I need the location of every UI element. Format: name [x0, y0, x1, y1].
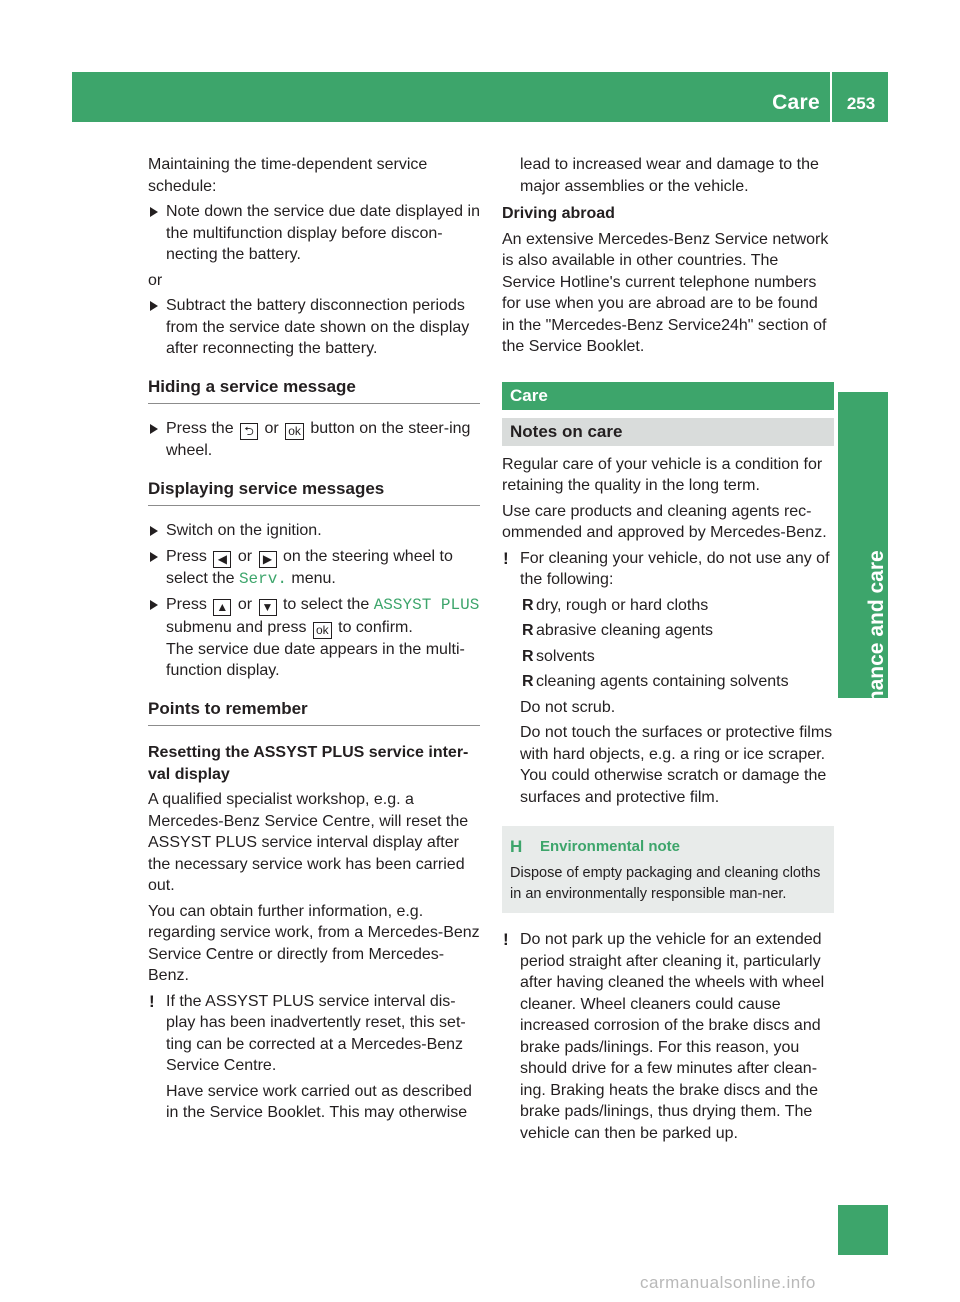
text: to confirm.: [338, 618, 413, 636]
step-text: Note down the service due date displayed in the multifunction display before discon-necting the battery.: [166, 203, 480, 263]
heading-points: Points to remember: [148, 698, 480, 727]
notes-paragraph-2: Use care products and cleaning agents rec-ommended and approved by Mercedes-Benz.: [502, 502, 827, 541]
warning-text-2: Have service work carried out as described in the Service Booklet. This may otherwise: [166, 1082, 472, 1121]
menu-assyst-plus: ASSYST PLUS: [373, 596, 480, 614]
continued-text: lead to increased wear and damage to the major assemblies or the vehicle.: [520, 156, 819, 195]
text: or: [237, 596, 253, 613]
header-bar: [72, 72, 888, 122]
heading-displaying: Displaying service messages: [148, 478, 480, 507]
step-note-date: [148, 201, 480, 266]
env-title: [510, 836, 826, 857]
bullet-icon: R: [522, 673, 534, 690]
warning-icon: !: [149, 991, 155, 1011]
env-text: Dispose of empty packaging and cleaning cloths in an environmentally responsible man-ner.: [510, 865, 821, 902]
up-key-icon: ▲: [213, 599, 231, 616]
warning-text: For cleaning your vehicle, do not use any of the following:: [520, 549, 830, 588]
environmental-note: [502, 826, 834, 913]
down-key-icon: ▼: [259, 599, 277, 616]
heading-abroad: Driving abroad: [502, 205, 615, 222]
text: or: [264, 420, 279, 437]
list-item: [502, 595, 834, 617]
warning-icon: !: [503, 930, 509, 949]
warning-cleaning: [502, 548, 834, 591]
or-text: or: [148, 271, 163, 289]
list-item: [502, 620, 834, 642]
menu-serv: Serv.: [238, 569, 287, 588]
leaf-icon: H: [510, 837, 523, 856]
right-key-icon: ▶: [259, 551, 277, 568]
step-text: Switch on the ignition.: [166, 522, 322, 539]
step-hide: [148, 418, 480, 462]
ok-key-icon: ok: [313, 622, 332, 639]
list-item-text: abrasive cleaning agents: [536, 622, 714, 639]
text: button on the steer-ing wheel.: [166, 420, 471, 459]
text: Press: [166, 596, 207, 613]
section-bar-care: Care: [502, 382, 834, 410]
text: to select the: [282, 596, 370, 613]
header-divider: [830, 72, 832, 122]
step-result: The service due date appears in the multi-function display.: [166, 640, 465, 679]
section-label-text: Maintenance and care: [865, 550, 888, 770]
right-column: [502, 154, 834, 1148]
text: submenu and press: [166, 618, 307, 636]
env-title-text: Environmental note: [540, 838, 681, 855]
text: or: [237, 547, 253, 565]
list-item: [502, 671, 834, 693]
text: Press: [166, 547, 207, 565]
bullet-icon: R: [522, 596, 534, 614]
abroad-paragraph: An extensive Mercedes-Benz Service network is also available in other countries. The Service Hotline's current telephone numbers for use when you are abroad are to be found in the "Mercedes-Benz Service24h" section of the Service Booklet.: [502, 230, 829, 355]
warning-parking: [502, 929, 834, 1144]
side-marker: [838, 1205, 888, 1255]
side-gap-top: [838, 122, 888, 392]
step-text: Subtract the battery disconnection periods from the service date shown on the display after reconnecting the battery.: [166, 297, 470, 357]
subsection-bar-notes: Notes on care: [502, 418, 834, 446]
warning-icon: !: [503, 548, 509, 568]
list-item-text: dry, rough or hard cloths: [536, 596, 709, 614]
heading-reset: Resetting the ASSYST PLUS service inter-val display: [148, 744, 469, 783]
back-key-icon: ⮌: [240, 423, 258, 440]
ok-key-icon: ok: [285, 423, 304, 440]
warning-reset: [148, 991, 480, 1124]
no-touch-text: Do not touch the surfaces or protective films with hard objects, e.g. a ring or ice scraper. You could otherwise scratch or damage the surfaces and protective film.: [520, 724, 833, 806]
warning-text: If the ASSYST PLUS service interval dis-play has been inadvertently reset, this set-ting can be corrected at a Mercedes-Benz Service Centre.: [166, 992, 466, 1074]
page-number: 253: [846, 94, 876, 113]
text: Press the: [166, 420, 234, 437]
left-key-icon: ◀: [213, 551, 231, 568]
no-scrub-text: Do not scrub.: [520, 698, 616, 716]
notes-paragraph-1: Regular care of your vehicle is a condition for retaining the quality in the long term.: [502, 455, 823, 494]
left-column: [148, 154, 480, 1128]
warning-text: Do not park up the vehicle for an extended period straight after cleaning it, particularly after having cleaned the wheels with wheel cleaner. Wheel cleaners could cause increased corrosion of the brake discs and brake pads/linings. For this reason, you should drive for a few minutes after clean-ing. Braking heats the brake discs and the brake pads/linings, thus drying them. The vehicle can then be parked up.: [520, 931, 825, 1142]
bullet-icon: R: [522, 622, 534, 639]
side-gap-bottom: [838, 698, 888, 1205]
list-item: [502, 646, 834, 668]
list-item-text: solvents: [536, 647, 595, 665]
step-select-menu: [148, 546, 480, 591]
reset-paragraph-2: You can obtain further information, e.g. regarding service work, from a Mercedes-Benz Service Centre or directly from Mercedes-Benz.: [148, 902, 480, 984]
step-ignition: [148, 520, 480, 542]
page-title: Care: [772, 91, 820, 114]
step-select-submenu: [148, 594, 480, 682]
bullet-icon: R: [522, 647, 534, 665]
heading-hiding: Hiding a service message: [148, 376, 480, 405]
watermark: carmanualsonline.info: [640, 1273, 816, 1292]
list-item-text: cleaning agents containing solvents: [536, 673, 789, 690]
text: on the steering wheel to select the: [166, 547, 453, 587]
text: menu.: [291, 569, 336, 587]
intro-text: Maintaining the time-dependent service schedule:: [148, 156, 428, 195]
section-label: [846, 550, 888, 770]
step-subtract: [148, 295, 480, 360]
reset-paragraph-1: A qualified specialist workshop, e.g. a Mercedes-Benz Service Centre, will reset the ASSYST PLUS service interval display after the necessary service work has been carried out.: [148, 791, 469, 894]
